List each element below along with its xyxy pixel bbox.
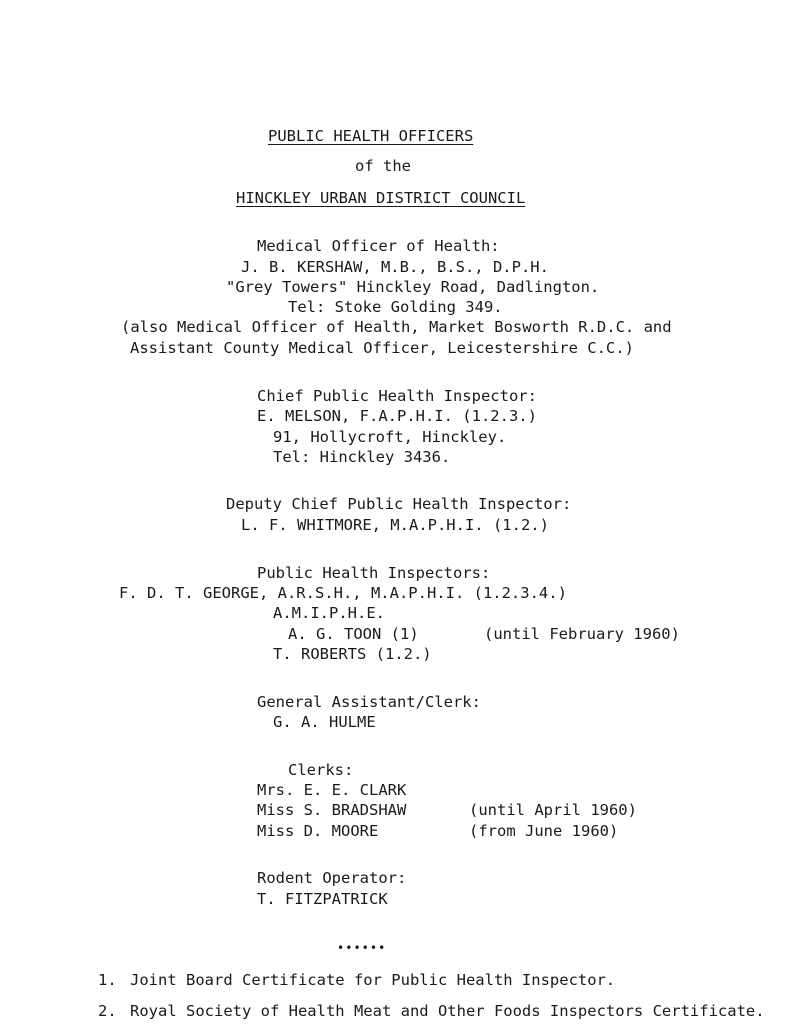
clerks-role: Clerks: xyxy=(288,761,354,779)
clerks-clark: Mrs. E. E. CLARK xyxy=(257,781,407,799)
council-name: HINCKLEY URBAN DISTRICT COUNCIL xyxy=(236,189,526,207)
moh-name: J. B. KERSHAW, M.B., B.S., D.P.H. xyxy=(241,258,549,276)
footnote-1-number: 1. xyxy=(98,971,117,989)
clerks-bradshaw: Miss S. BRADSHAW xyxy=(257,801,407,819)
cphi-tel: Tel: Hinckley 3436. xyxy=(273,448,451,466)
inspectors-george-quals: A.M.I.P.H.E. xyxy=(273,604,385,622)
inspectors-george: F. D. T. GEORGE, A.R.S.H., M.A.P.H.I. (1.2.3.4.) xyxy=(119,584,567,602)
clerks-moore: Miss D. MOORE xyxy=(257,822,379,840)
rodent-role: Rodent Operator: xyxy=(257,869,407,887)
footnote-1-text: Joint Board Certificate for Public Health Inspector. xyxy=(130,971,616,989)
cphi-role: Chief Public Health Inspector: xyxy=(257,387,537,405)
moh-also-line1: (also Medical Officer of Health, Market Bosworth R.D.C. and xyxy=(121,318,672,336)
deputy-role: Deputy Chief Public Health Inspector: xyxy=(226,495,572,513)
clerks-moore-note: (from June 1960) xyxy=(469,822,619,840)
moh-address: "Grey Towers" Hinckley Road, Dadlington. xyxy=(226,278,600,296)
rodent-name: T. FITZPATRICK xyxy=(257,890,388,908)
footnote-2-text: Royal Society of Health Meat and Other Foods Inspectors Certificate. xyxy=(130,1002,765,1020)
separator-dots: •••••• xyxy=(337,941,387,955)
moh-also-line2: Assistant County Medical Officer, Leicestershire C.C.) xyxy=(130,339,634,357)
general-name: G. A. HULME xyxy=(273,713,376,731)
moh-tel: Tel: Stoke Golding 349. xyxy=(288,298,503,316)
footnote-2-number: 2. xyxy=(98,1002,117,1020)
inspectors-toon-note: (until February 1960) xyxy=(484,625,680,643)
clerks-bradshaw-note: (until April 1960) xyxy=(469,801,637,819)
inspectors-role: Public Health Inspectors: xyxy=(257,564,491,582)
inspectors-roberts: T. ROBERTS (1.2.) xyxy=(273,645,432,663)
cphi-name: E. MELSON, F.A.P.H.I. (1.2.3.) xyxy=(257,407,537,425)
general-role: General Assistant/Clerk: xyxy=(257,693,481,711)
of-the-text: of the xyxy=(355,157,411,175)
moh-role: Medical Officer of Health: xyxy=(257,237,500,255)
deputy-name: L. F. WHITMORE, M.A.P.H.I. (1.2.) xyxy=(241,516,549,534)
cphi-address: 91, Hollycroft, Hinckley. xyxy=(273,428,507,446)
inspectors-toon: A. G. TOON (1) xyxy=(288,625,419,643)
page-title: PUBLIC HEALTH OFFICERS xyxy=(268,127,474,145)
